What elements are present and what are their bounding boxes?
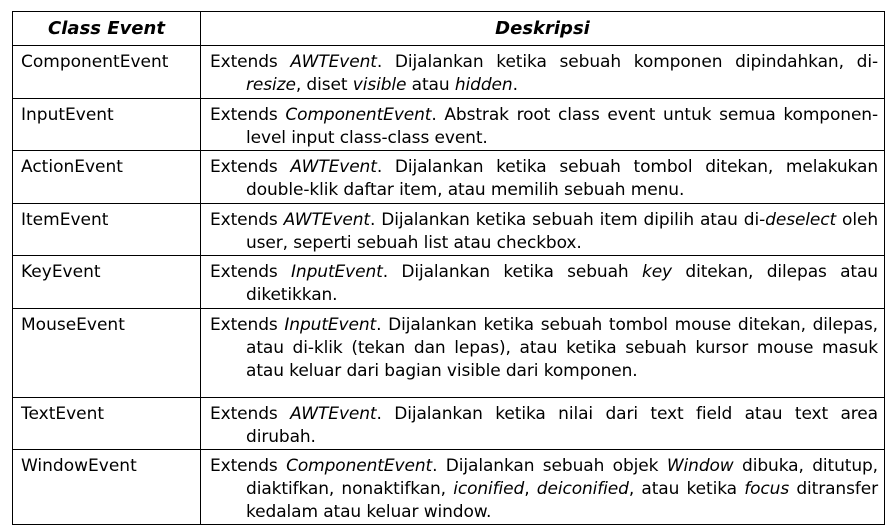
description-cell [201,309,885,398]
description-segment: Extends [210,52,291,72]
class-name-cell: ItemEvent [13,204,201,256]
italic-term: ComponentEvent [286,456,433,476]
description-segment: Extends [210,456,287,476]
italic-term: InputEvent [291,262,383,282]
italic-term: resize [246,75,296,95]
italic-term: deiconified [536,479,629,499]
description-segment: dibuka, ditutup, diaktifkan, nonaktifkan, [246,456,878,499]
description-segment: . Dijalankan sebuah objek [432,456,667,476]
description-segment: . [512,75,518,95]
italic-term: hidden [454,75,513,95]
italic-term: iconified [453,479,525,499]
description-segment: Extends [210,157,291,177]
description-segment: . Dijalankan ketika sebuah [382,262,642,282]
table-row [13,204,885,256]
class-name-cell: TextEvent [13,398,201,450]
description-segment: Extends [210,105,286,125]
italic-term: Window [666,456,734,476]
table-row [13,99,885,151]
description-cell [201,450,885,525]
italic-term: ComponentEvent [285,105,432,125]
description-text [210,261,878,307]
description-cell [201,398,885,450]
italic-term: deselect [765,210,837,230]
description-segment: , diset [295,75,353,95]
italic-term: InputEvent [284,315,377,335]
description-cell [201,256,885,309]
table-row [13,256,885,309]
description-segment: oleh user, seperti sebuah list atau checkbox. [246,210,878,253]
description-segment: Extends [210,315,285,335]
description-segment: . Dijalankan ketika sebuah tombol ditekan, melakukan double-klik daftar item, atau memilih sebuah menu. [246,157,878,200]
header-class-event: Class Event [13,12,201,46]
description-segment: . Dijalankan ketika sebuah item dipilih atau di- [370,210,766,230]
description-text [210,51,878,97]
italic-term: AWTEvent [290,157,377,177]
italic-term: AWTEvent [283,210,371,230]
description-segment: atau [406,75,455,95]
description-cell [201,151,885,204]
description-text [210,314,878,383]
class-name-cell: WindowEvent [13,450,201,525]
description-text [210,455,878,524]
description-text [210,403,878,449]
description-cell [201,46,885,99]
description-text [210,209,878,255]
table-row [13,398,885,450]
description-segment: ditransfer kedalam atau keluar window. [246,479,878,522]
table-row [13,309,885,398]
class-name-cell: ActionEvent [13,151,201,204]
italic-term: focus [744,479,790,499]
table-header-row [13,12,885,46]
description-cell [201,99,885,151]
class-name-cell: ComponentEvent [13,46,201,99]
description-cell [201,204,885,256]
class-name-cell: MouseEvent [13,309,201,398]
class-name-cell: InputEvent [13,99,201,151]
description-segment: Extends [210,262,291,282]
description-segment: . Dijalankan ketika sebuah komponen dipindahkan, di- [376,52,878,72]
class-name-cell: KeyEvent [13,256,201,309]
italic-term: key [641,262,673,282]
description-segment: Extends [210,210,284,230]
description-text [210,156,878,202]
description-segment: . Abstrak root class event untuk semua komponen-level input class-class event. [246,105,879,148]
description-text [210,104,878,150]
class-event-table [12,11,885,525]
description-segment: ditekan, dilepas atau diketikkan. [246,262,878,305]
description-segment: . Dijalankan ketika nilai dari text field atau text area dirubah. [246,404,878,447]
table-row [13,450,885,525]
description-segment: , [524,479,537,499]
header-deskripsi: Deskripsi [201,12,885,46]
italic-term: visible [352,75,407,95]
table-row [13,46,885,99]
description-segment: , atau ketika [628,479,745,499]
italic-term: AWTEvent [290,404,377,424]
description-segment: Extends [210,404,291,424]
italic-term: AWTEvent [290,52,377,72]
table-row [13,151,885,204]
description-segment: . Dijalankan ketika sebuah tombol mouse ditekan, dilepas, atau di-klik (tekan dan lepas), atau ketika sebuah kursor mouse masuk atau keluar dari bagian visible dari komponen. [246,315,878,381]
